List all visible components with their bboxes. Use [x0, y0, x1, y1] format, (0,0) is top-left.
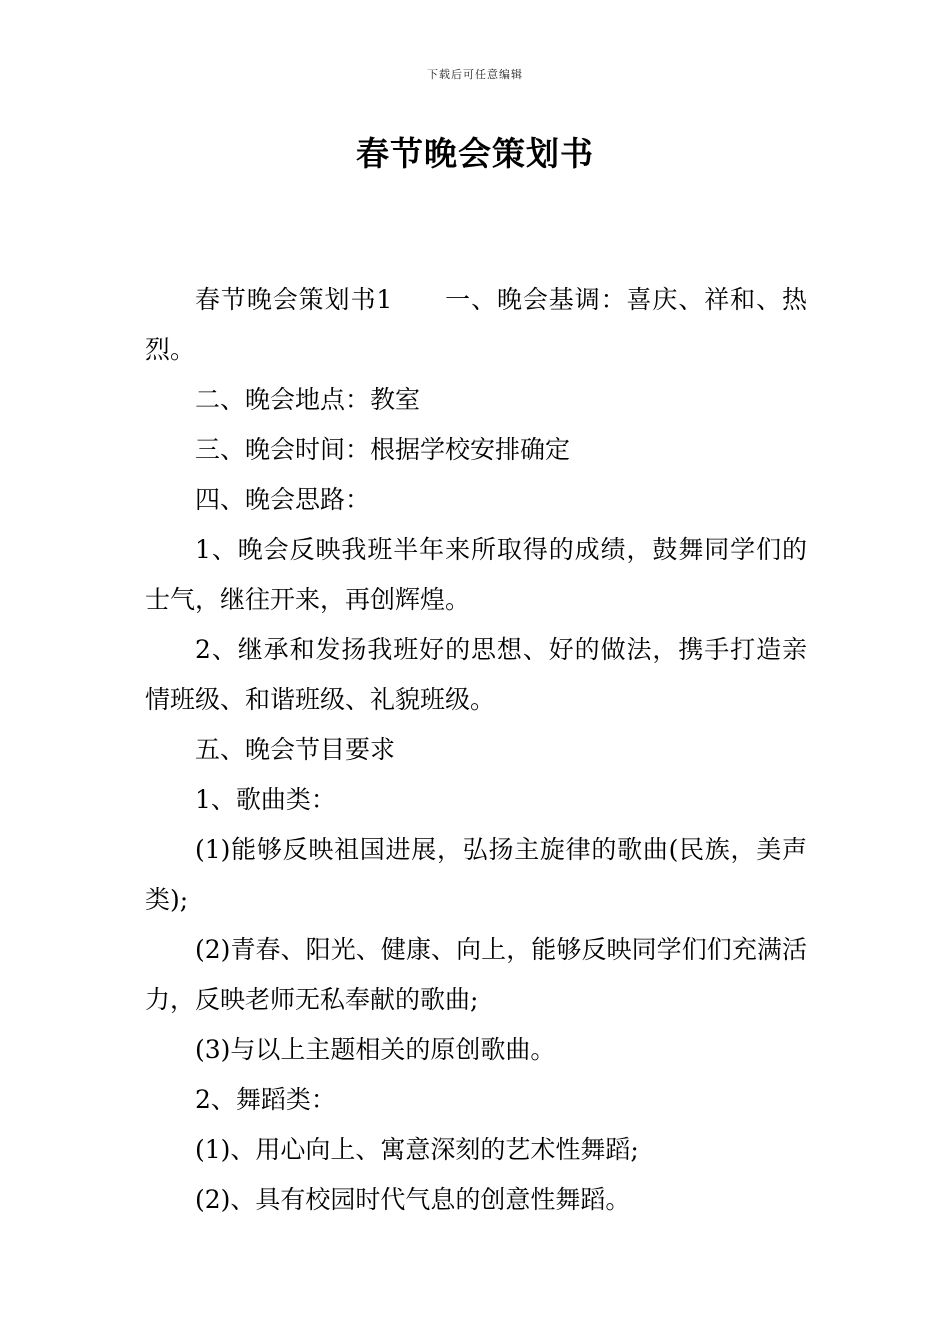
- paragraph: 四、晚会思路：: [195, 485, 371, 514]
- paragraph: (1)、用心向上、寓意深刻的艺术性舞蹈;: [195, 1135, 639, 1164]
- paragraph: 2、继承和发扬我班好的思想、好的做法，携手打造亲情班级、和谐班级、礼貌班级。: [145, 635, 807, 714]
- document-body: [145, 275, 807, 1225]
- paragraph: 2、舞蹈类：: [195, 1085, 336, 1114]
- paragraph: (3)与以上主题相关的原创歌曲。: [195, 1035, 556, 1064]
- document-title: 春节晚会策划书: [356, 134, 594, 173]
- paragraph: 三、晚会时间：根据学校安排确定: [195, 435, 571, 464]
- paragraph-intro: [145, 275, 807, 375]
- paragraph: (2)青春、阳光、健康、向上，能够反映同学们们充满活力，反映老师无私奉献的歌曲;: [145, 935, 807, 1014]
- section-label: 春节晚会策划书1: [195, 285, 393, 314]
- paragraph: (1)能够反映祖国进展，弘扬主旋律的歌曲(民族，美声类);: [145, 835, 807, 914]
- paragraph: 二、晚会地点：教室: [195, 385, 421, 414]
- paragraph: 五、晚会节目要求: [195, 735, 396, 764]
- paragraph: (2)、具有校园时代气息的创意性舞蹈。: [195, 1185, 631, 1214]
- paragraph-text: 一、晚会基调：喜庆、祥和、热烈。: [145, 285, 807, 364]
- page-header-note: 下载后可任意编辑: [427, 68, 523, 81]
- paragraph: 1、歌曲类：: [195, 785, 336, 814]
- paragraph: 1、晚会反映我班半年来所取得的成绩，鼓舞同学们的士气，继往开来，再创辉煌。: [145, 535, 807, 614]
